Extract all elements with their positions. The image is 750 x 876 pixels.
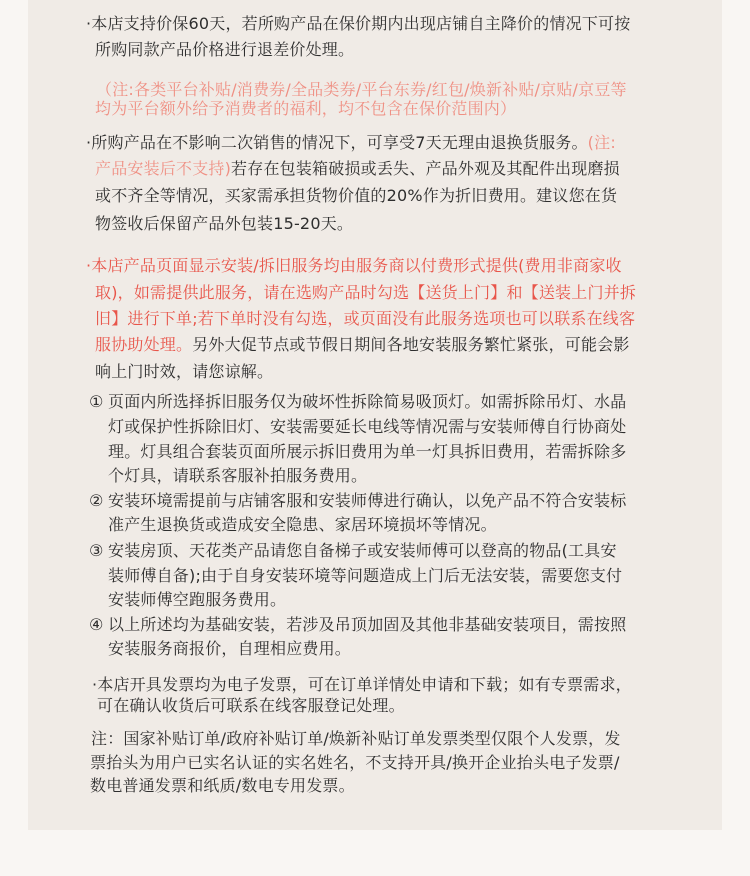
item-3-marker: ③	[89, 541, 104, 560]
invoice-note-line-2: 票抬头为用户已实名认证的实名姓名，不支持开具/换开企业抬头电子发票/	[90, 753, 620, 772]
item-4-text-1: 以上所述均为基础安装，若涉及吊顶加固及其他非基础安装项目，需按照	[108, 615, 627, 634]
install-service-line-4	[95, 333, 630, 358]
item-2-line-2: 准产生退换货或造成安全隐患、家居环境损坏等情况。	[108, 515, 497, 534]
item-4-line-1	[89, 613, 626, 638]
return-policy-line-3: 或不齐全等情况，买家需承担货物价值的20%作为折旧费用。建议您在货	[95, 186, 618, 205]
item-1-line-1	[89, 390, 626, 415]
install-service-line-1: ·本店产品页面显示安装/拆旧服务均由服务商以付费形式提供(费用非商家收	[86, 256, 622, 275]
item-1-marker: ①	[89, 392, 104, 411]
return-policy-note-end: 产品安装后不支持)	[95, 159, 232, 178]
install-service-rest: 另外大促节点或节假日期间各地安装服务繁忙紧张，可能会影	[192, 335, 630, 354]
install-service-line-3: 旧】进行下单;若下单时没有勾选，或页面没有此服务选项也可以联系在线客	[95, 309, 636, 328]
item-1-line-3: 理。灯具组合套装页面所展示拆旧费用为单一灯具拆旧费用，若需拆除多	[108, 442, 627, 461]
return-policy-rest: 若存在包装箱破损或丢失、产品外观及其配件出现磨损	[231, 159, 620, 178]
item-3-line-1	[89, 539, 617, 564]
item-3-text-1: 安装房顶、天花类产品请您自备梯子或安装师傅可以登高的物品(工具安	[108, 541, 617, 560]
return-policy-note-start: (注:	[587, 133, 616, 152]
price-note-line-2: 均为平台额外给予消费者的福利，均不包含在保价范围内）	[95, 99, 517, 118]
return-policy-line-4: 物签收后保留产品外包装15-20天。	[95, 214, 354, 233]
invoice-note-line-1: 注：国家补贴订单/政府补贴订单/焕新补贴订单发票类型仅限个人发票，发	[91, 729, 621, 748]
install-service-line-5: 响上门时效，请您谅解。	[95, 362, 274, 381]
item-2-marker: ②	[89, 491, 104, 510]
price-note-line-1: （注:各类平台补贴/消费券/全品类券/平台东券/红包/焕新补贴/京贴/京豆等	[96, 80, 627, 99]
install-service-contact: 服协助处理。	[95, 335, 193, 354]
item-1-text-1: 页面内所选择拆旧服务仅为破坏性拆除简易吸顶灯。如需拆除吊灯、水晶	[108, 392, 627, 411]
item-1-line-2: 灯或保护性拆除旧灯、安装需要延长电线等情况需与安装师傅自行协商处	[108, 417, 627, 436]
item-2-text-1: 安装环境需提前与店铺客服和安装师傅进行确认，以免产品不符合安装标	[108, 491, 627, 510]
install-service-line-2: 取)，如需提供此服务，请在选购产品时勾选【送货上门】和【送装上门并拆	[95, 283, 637, 302]
return-policy-line-1	[86, 131, 616, 156]
invoice-note-line-3: 数电普通发票和纸质/数电专用发票。	[90, 776, 355, 795]
item-3-line-3: 安装师傅空跑服务费用。	[108, 590, 287, 609]
price-protection-line-1: ·本店支持价保60天，若所购产品在保价期内出现店铺自主降价的情况下可按	[86, 14, 631, 33]
return-policy-line-2	[95, 157, 620, 182]
item-3-line-2: 装师傅自备);由于自身安装环境等问题造成上门后无法安装，需要您支付	[108, 566, 623, 585]
item-4-marker: ④	[89, 615, 104, 634]
invoice-line-1: ·本店开具发票均为电子发票，可在订单详情处申请和下载；如有专票需求，	[92, 675, 632, 694]
return-policy-prefix: ·所购产品在不影响二次销售的情况下，可享受7天无理由退换货服务。	[86, 133, 588, 152]
item-4-line-2: 安装服务商报价，自理相应费用。	[108, 639, 352, 658]
item-2-line-1	[89, 489, 626, 514]
item-1-line-4: 个灯具，请联系客服补拍服务费用。	[108, 466, 368, 485]
invoice-line-2: 可在确认收货后可联系在线客服登记处理。	[97, 696, 405, 715]
price-protection-line-2: 所购同款产品价格进行退差价处理。	[95, 40, 355, 59]
